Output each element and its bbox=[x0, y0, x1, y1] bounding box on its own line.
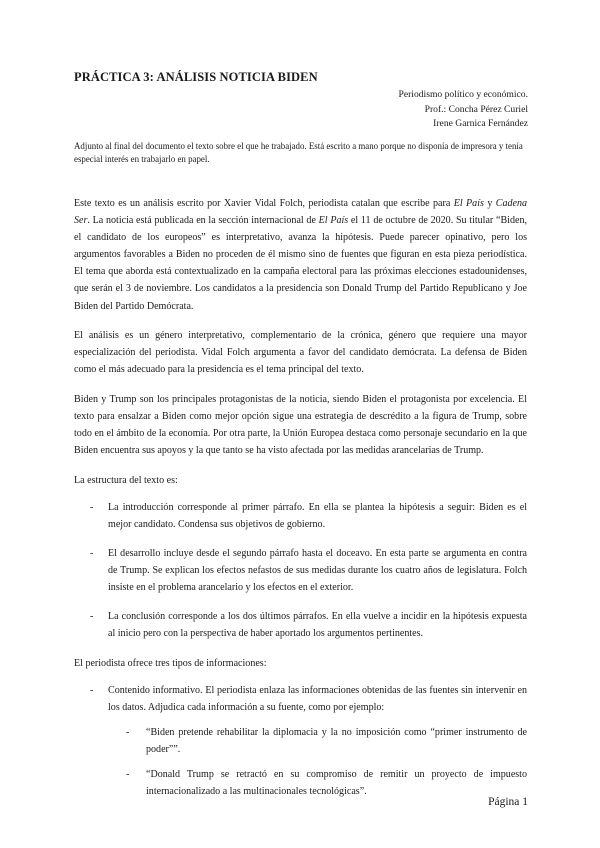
paragraph-context: Este texto es un análisis escrito por Xavier Vidal Folch, periodista catalan que escribe para El País y Cadena Ser. La noticia está publicada en la sección internacional de El País el 11 de octubre de 2020. Su titular “Biden, el candidato de los europeos” es interpretativo, avanza la hipótesis. Puede parecer opinativo, pero los argumentos favorables a Biden no proceden de él mismo sino de fuentes que figuran en esta pieza periodística. El tema que aborda está contextualizado en la campaña electoral para las próximas elecciones estadounidenses, que serán el 3 de noviembre. Los candidatos a la presidencia son Donald Trump del Partido Republicano y Joe Biden del Partido Demócrata. bbox=[74, 198, 528, 312]
list-item: - Contenido informativo. El periodista enlaza las informaciones obtenidas de las fuentes sin intervenir en los datos. Adjudica cada información a su fuente, como por ejemplo: - “Biden pretende rehabilitar la diplomacia y la no imposición como “primer instrumento de poder””. - “Donald Trump se retractó en su compromiso de remitir un proyecto de impuesto internacionalizado a las multinacionales tecnológicas”. bbox=[74, 682, 527, 801]
page-number: Página 1 bbox=[488, 796, 528, 808]
structure-list bbox=[74, 499, 527, 643]
author-line: Irene Garnica Fernández bbox=[433, 118, 528, 129]
quote-list bbox=[108, 724, 527, 800]
list-item: - El desarrollo incluye desde el segundo párrafo hasta el doceavo. En esta parte se argumenta en contra de Trump. Se explican los efectos nefastos de sus medidas durante los cuatro años de legislatura. Folch insiste en el problema arancelario y los efectos en el exterior. bbox=[74, 545, 527, 596]
professor-line: Prof.: Concha Pérez Curiel bbox=[424, 103, 528, 115]
document-title: PRÁCTICA 3: ANÁLISIS NOTICIA BIDEN bbox=[74, 70, 318, 84]
byline bbox=[399, 88, 529, 132]
structure-intro: La estructura del texto es: bbox=[74, 474, 178, 486]
intro-note: Adjunto al final del documento el texto sobre el que he trabajado. Está escrito a mano porque no disponía de impresora y tenía especial interés en trabajarlo en papel. bbox=[74, 141, 523, 164]
document-body bbox=[74, 195, 527, 812]
info-list bbox=[74, 682, 527, 801]
paragraph-protagonists: Biden y Trump son los principales protagonistas de la noticia, siendo Biden el protagonista por excelencia. El texto para ensalzar a Biden como mejor opción sigue una estrategia de descrédito a la figura de Trump, sobre todo en el ámbito de la economía. Por otra parte, la Unión Europea destaca como personaje secundario en la que Biden encuentra sus apoyos y la que tanto se ha visto afectada por las medidas arancelarias de Trump. bbox=[74, 393, 527, 457]
medium-name: Cadena Ser bbox=[74, 198, 528, 227]
medium-name: El País bbox=[453, 198, 484, 209]
info-intro: El periodista ofrece tres tipos de informaciones: bbox=[74, 657, 267, 669]
list-item: - La introducción corresponde al primer párrafo. En ella se plantea la hipótesis a seguir: Biden es el mejor candidato. Condensa sus objetivos de gobierno. bbox=[74, 499, 527, 533]
list-item: - La conclusión corresponde a los dos últimos párrafos. En ella vuelve a incidir en la hipótesis expuesta al inicio pero con la perspectiva de haber aportado los argumentos pertinentes. bbox=[74, 608, 527, 642]
quote-item: - “Donald Trump se retractó en su compromiso de remitir un proyecto de impuesto internacionalizado a las multinacionales tecnológicas”. bbox=[108, 766, 527, 800]
paragraph-genre: El análisis es un género interpretativo, complementario de la crónica, género que requiere una mayor especialización del periodista. Vidal Folch argumenta a favor del candidato demócrata. La defensa de Biden como el más adecuado para la presidencia es el tema principal del texto. bbox=[74, 330, 527, 376]
subject-line: Periodismo político y económico. bbox=[398, 89, 528, 100]
quote-item: - “Biden pretende rehabilitar la diplomacia y la no imposición como “primer instrumento de poder””. bbox=[108, 724, 527, 758]
medium-name: El País bbox=[318, 215, 349, 227]
